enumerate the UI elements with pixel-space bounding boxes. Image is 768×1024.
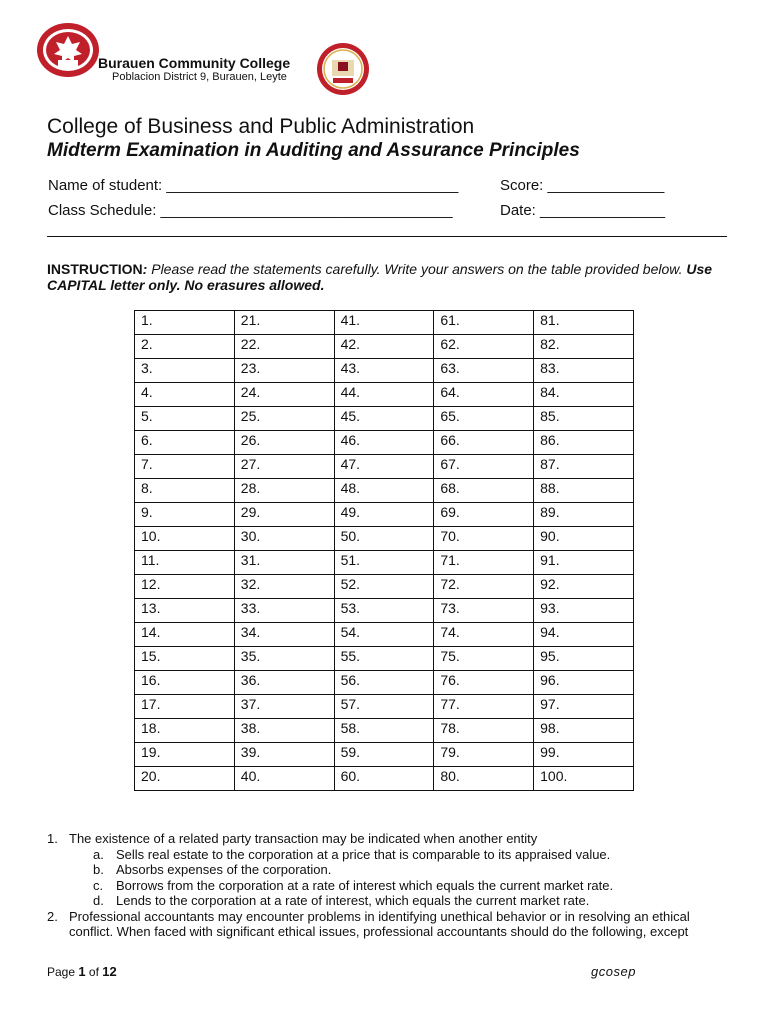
answer-cell[interactable]: 44. xyxy=(334,383,434,407)
answer-cell[interactable]: 47. xyxy=(334,455,434,479)
answer-cell[interactable]: 78. xyxy=(434,719,534,743)
table-row xyxy=(135,743,634,767)
answer-cell[interactable]: 27. xyxy=(234,455,334,479)
table-row xyxy=(135,767,634,791)
instruction-colon: : xyxy=(142,261,148,277)
answer-cell[interactable]: 59. xyxy=(334,743,434,767)
answer-cell[interactable]: 40. xyxy=(234,767,334,791)
table-row xyxy=(135,431,634,455)
answer-cell[interactable]: 28. xyxy=(234,479,334,503)
choice-text: Lends to the corporation at a rate of interest, which equals the current market rate. xyxy=(116,893,590,908)
answer-cell[interactable]: 11. xyxy=(135,551,235,575)
choice-text: Sells real estate to the corporation at a price that is comparable to its appraised value. xyxy=(116,846,611,862)
department-emblem-logo xyxy=(316,42,370,96)
table-row xyxy=(135,503,634,527)
answer-cell[interactable]: 1. xyxy=(135,311,235,335)
answer-cell[interactable]: 45. xyxy=(334,407,434,431)
answer-cell[interactable]: 31. xyxy=(234,551,334,575)
answer-cell[interactable]: 87. xyxy=(534,455,634,479)
table-row xyxy=(135,551,634,575)
answer-cell[interactable]: 19. xyxy=(135,743,235,767)
answer-cell[interactable]: 13. xyxy=(135,599,235,623)
answer-cell[interactable]: 35. xyxy=(234,647,334,671)
answer-cell[interactable]: 9. xyxy=(135,503,235,527)
answer-cell[interactable]: 20. xyxy=(135,767,235,791)
answer-cell[interactable]: 60. xyxy=(334,767,434,791)
answer-cell[interactable]: 38. xyxy=(234,719,334,743)
answer-cell[interactable]: 4. xyxy=(135,383,235,407)
question-number: 1. xyxy=(47,831,58,846)
exam-title: Midterm Examination in Auditing and Assurance Principles xyxy=(47,140,580,161)
table-row xyxy=(135,527,634,551)
answer-cell[interactable]: 29. xyxy=(234,503,334,527)
answer-cell[interactable]: 21. xyxy=(234,311,334,335)
table-row xyxy=(135,407,634,431)
answer-cell[interactable]: 55. xyxy=(334,647,434,671)
answer-cell[interactable]: 32. xyxy=(234,575,334,599)
answer-cell[interactable]: 6. xyxy=(135,431,235,455)
answer-cell[interactable]: 85. xyxy=(534,407,634,431)
answer-cell[interactable]: 80. xyxy=(434,767,534,791)
answer-cell[interactable]: 50. xyxy=(334,527,434,551)
answer-cell[interactable]: 42. xyxy=(334,335,434,359)
choice-letter: a. xyxy=(93,846,104,862)
answer-cell[interactable]: 17. xyxy=(135,695,235,719)
answer-cell[interactable]: 53. xyxy=(334,599,434,623)
answer-cell[interactable]: 74. xyxy=(434,623,534,647)
page-total: 12 xyxy=(102,964,117,979)
answer-cell[interactable]: 56. xyxy=(334,671,434,695)
answer-cell[interactable]: 92. xyxy=(534,575,634,599)
answer-cell[interactable]: 91. xyxy=(534,551,634,575)
answer-cell[interactable]: 61. xyxy=(434,311,534,335)
answer-cell[interactable]: 79. xyxy=(434,743,534,767)
table-row xyxy=(135,455,634,479)
answer-cell[interactable]: 77. xyxy=(434,695,534,719)
table-row xyxy=(135,623,634,647)
answer-cell[interactable]: 82. xyxy=(534,335,634,359)
class-schedule-field[interactable]: Class Schedule: ___________________________________ xyxy=(48,202,453,219)
answer-cell[interactable]: 14. xyxy=(135,623,235,647)
choice-letter: d. xyxy=(93,893,104,908)
answer-cell[interactable]: 36. xyxy=(234,671,334,695)
choice-item xyxy=(47,878,737,894)
answer-cell[interactable]: 39. xyxy=(234,743,334,767)
separator-line xyxy=(47,236,727,237)
table-row xyxy=(135,479,634,503)
instruction-label: INSTRUCTION xyxy=(47,261,143,277)
choice-letter: b. xyxy=(93,862,104,877)
footer-code: gcosep xyxy=(591,964,636,979)
answer-cell[interactable]: 23. xyxy=(234,359,334,383)
answer-cell[interactable]: 100. xyxy=(534,767,634,791)
table-row xyxy=(135,383,634,407)
answer-cell[interactable]: 95. xyxy=(534,647,634,671)
question-text: The existence of a related party transaction may be indicated when another entity xyxy=(69,831,538,846)
instruction-text: Please read the statements carefully. Write your answers on the table provided below. xyxy=(147,261,683,277)
choice-letter: c. xyxy=(93,877,104,893)
answer-cell[interactable]: 97. xyxy=(534,695,634,719)
table-row xyxy=(135,647,634,671)
student-name-field[interactable]: Name of student: ___________________________________ xyxy=(48,177,459,194)
answer-cell[interactable]: 64. xyxy=(434,383,534,407)
answer-cell[interactable]: 34. xyxy=(234,623,334,647)
choice-item xyxy=(47,862,737,878)
answer-cell[interactable]: 25. xyxy=(234,407,334,431)
answer-cell[interactable]: 54. xyxy=(334,623,434,647)
page-current: 1 xyxy=(78,964,86,979)
table-row xyxy=(135,599,634,623)
answer-cell[interactable]: 46. xyxy=(334,431,434,455)
answer-cell[interactable]: 3. xyxy=(135,359,235,383)
answer-cell[interactable]: 98. xyxy=(534,719,634,743)
answer-cell[interactable]: 37. xyxy=(234,695,334,719)
answer-cell[interactable]: 41. xyxy=(334,311,434,335)
answer-cell[interactable]: 15. xyxy=(135,647,235,671)
table-row xyxy=(135,335,634,359)
answer-cell[interactable]: 88. xyxy=(534,479,634,503)
answer-cell[interactable]: 33. xyxy=(234,599,334,623)
date-field[interactable]: Date: _______________ xyxy=(500,202,666,219)
answer-cell[interactable]: 22. xyxy=(234,335,334,359)
table-row xyxy=(135,695,634,719)
score-field[interactable]: Score: ______________ xyxy=(500,177,665,194)
table-row xyxy=(135,671,634,695)
instruction-emphasis: Use CAPITAL letter only. No erasures allowed. xyxy=(47,261,713,293)
answer-cell[interactable]: 68. xyxy=(434,479,534,503)
answer-cell[interactable]: 69. xyxy=(434,503,534,527)
answer-cell[interactable]: 2. xyxy=(135,335,235,359)
answer-cell[interactable]: 62. xyxy=(434,335,534,359)
answer-cell[interactable]: 86. xyxy=(534,431,634,455)
answer-cell[interactable]: 16. xyxy=(135,671,235,695)
answer-cell[interactable]: 96. xyxy=(534,671,634,695)
answer-cell[interactable]: 75. xyxy=(434,647,534,671)
answer-cell[interactable]: 51. xyxy=(334,551,434,575)
college-name: Burauen Community College xyxy=(98,55,291,71)
instruction-paragraph xyxy=(47,261,727,293)
college-address: Poblacion District 9, Burauen, Leyte xyxy=(112,71,287,83)
answer-cell[interactable]: 30. xyxy=(234,527,334,551)
answer-cell[interactable]: 81. xyxy=(534,311,634,335)
questions-list xyxy=(47,831,737,940)
answer-cell[interactable]: 72. xyxy=(434,575,534,599)
answer-cell[interactable]: 89. xyxy=(534,503,634,527)
question-text: Professional accountants may encounter problems in identifying unethical behavior or in resolving an ethical conflict. When faced with significant ethical issues, professional accountants should do the following, except xyxy=(69,908,690,939)
table-row xyxy=(135,719,634,743)
page-number xyxy=(47,964,117,979)
answer-cell[interactable]: 65. xyxy=(434,407,534,431)
answer-cell[interactable]: 90. xyxy=(534,527,634,551)
answer-cell[interactable]: 70. xyxy=(434,527,534,551)
page-prefix: Page xyxy=(47,965,79,979)
answer-cell[interactable]: 99. xyxy=(534,743,634,767)
choice-item xyxy=(47,893,737,909)
question-item xyxy=(47,909,737,940)
table-row xyxy=(135,359,634,383)
answer-cell[interactable]: 94. xyxy=(534,623,634,647)
table-row xyxy=(135,311,634,335)
answer-cell[interactable]: 84. xyxy=(534,383,634,407)
answer-table xyxy=(134,310,634,791)
answer-cell[interactable]: 83. xyxy=(534,359,634,383)
answer-cell[interactable]: 63. xyxy=(434,359,534,383)
choice-item xyxy=(47,847,737,863)
answer-cell[interactable]: 7. xyxy=(135,455,235,479)
answer-cell[interactable]: 43. xyxy=(334,359,434,383)
answer-cell[interactable]: 76. xyxy=(434,671,534,695)
department-title: College of Business and Public Administration xyxy=(47,115,475,138)
answer-cell[interactable]: 18. xyxy=(135,719,235,743)
college-seal-logo xyxy=(36,22,100,78)
choice-text: Borrows from the corporation at a rate of interest which equals the current market rate. xyxy=(116,877,614,893)
page-of: of xyxy=(85,965,103,979)
answer-cell[interactable]: 71. xyxy=(434,551,534,575)
answer-cell[interactable]: 52. xyxy=(334,575,434,599)
answer-cell[interactable]: 5. xyxy=(135,407,235,431)
answer-cell[interactable]: 67. xyxy=(434,455,534,479)
answer-cell[interactable]: 48. xyxy=(334,479,434,503)
answer-cell[interactable]: 58. xyxy=(334,719,434,743)
answer-cell[interactable]: 73. xyxy=(434,599,534,623)
answer-cell[interactable]: 26. xyxy=(234,431,334,455)
answer-cell[interactable]: 57. xyxy=(334,695,434,719)
answer-cell[interactable]: 93. xyxy=(534,599,634,623)
question-item xyxy=(47,831,737,847)
answer-cell[interactable]: 12. xyxy=(135,575,235,599)
answer-cell[interactable]: 24. xyxy=(234,383,334,407)
answer-cell[interactable]: 10. xyxy=(135,527,235,551)
answer-cell[interactable]: 66. xyxy=(434,431,534,455)
answer-cell[interactable]: 49. xyxy=(334,503,434,527)
answer-cell[interactable]: 8. xyxy=(135,479,235,503)
question-number: 2. xyxy=(47,908,58,924)
choice-text: Absorbs expenses of the corporation. xyxy=(116,862,332,877)
table-row xyxy=(135,575,634,599)
